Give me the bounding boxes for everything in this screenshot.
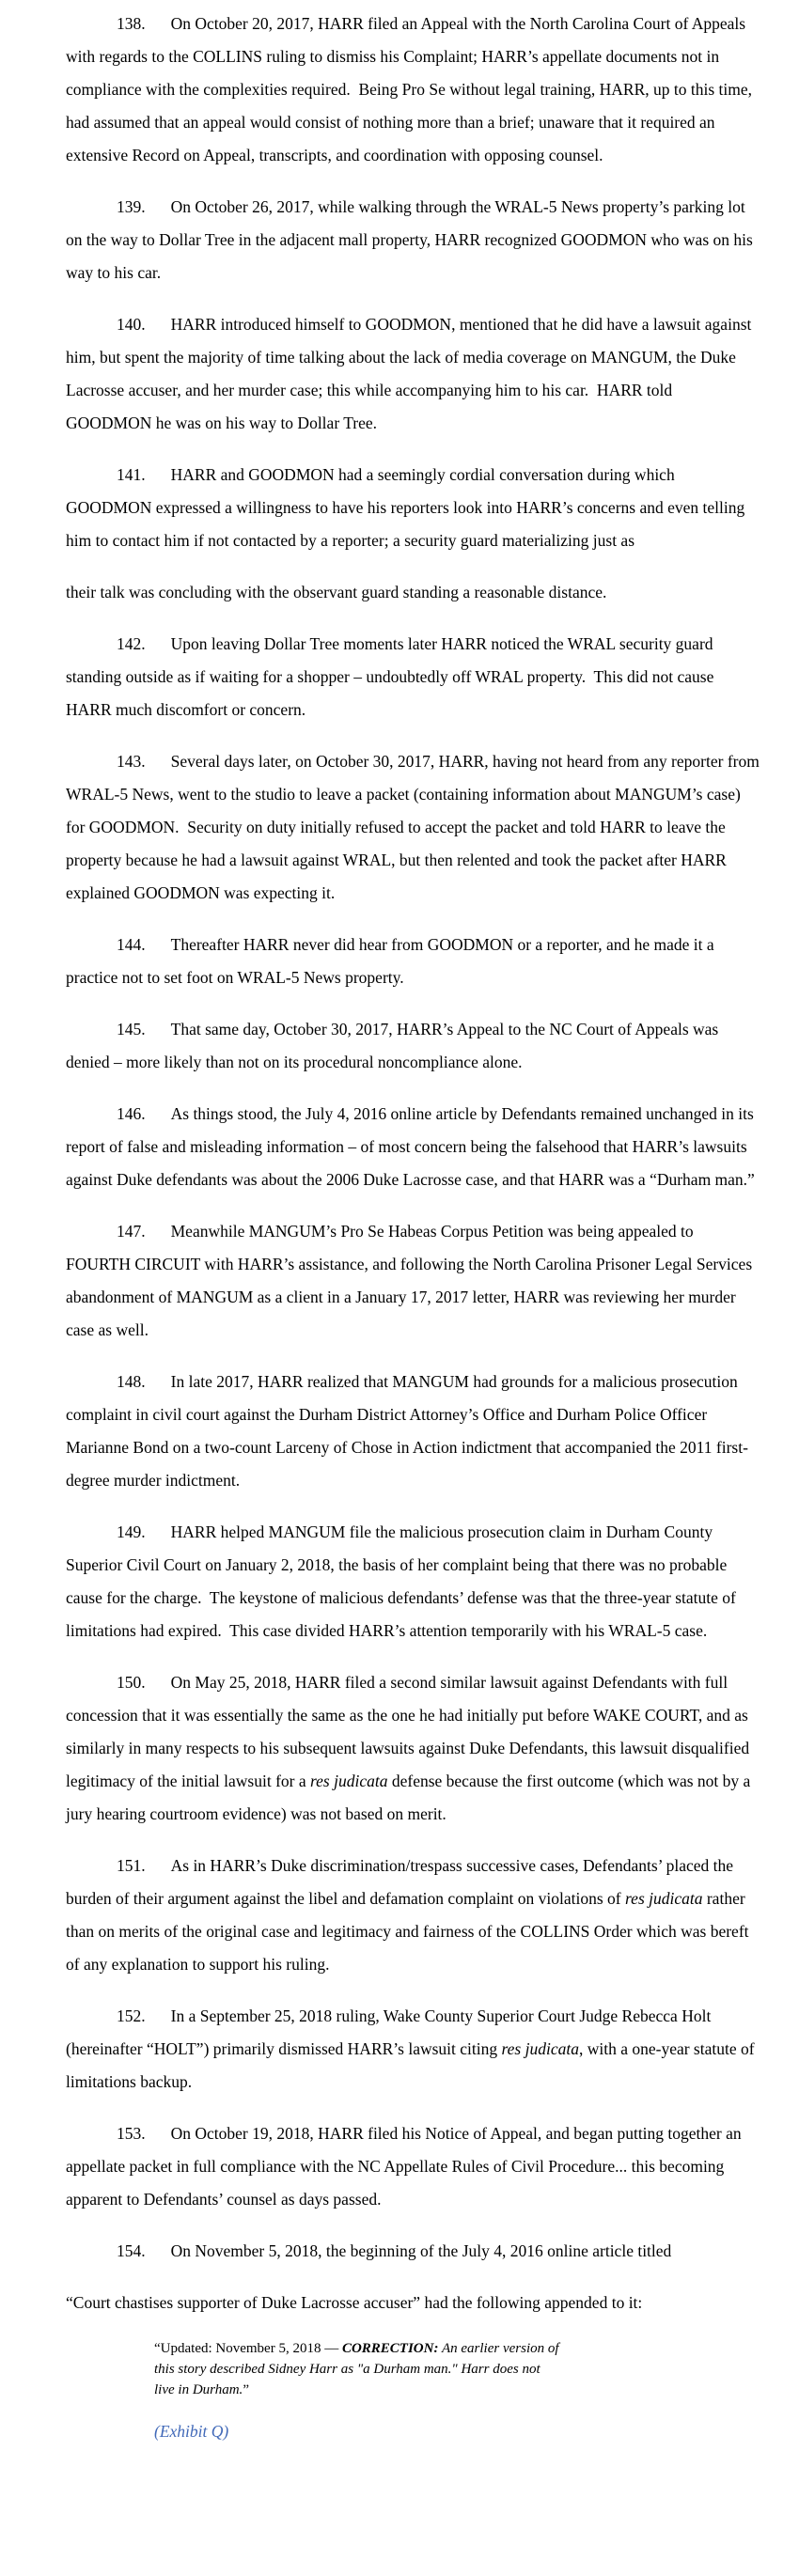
paragraph-continuation [66, 576, 761, 609]
paragraph-144 [66, 929, 761, 994]
text-segment: On May 25, 2018, HARR filed a second similar lawsuit against Defendants with full concession that it was essentially the same as the one he had initially put before WAKE COURT, and as similarly in many respects to his subsequent lawsuits against Duke Defendants, this lawsuit disqualified legitimacy of the initial lawsuit for a [66, 1673, 754, 1790]
paragraph-number: 144. [117, 935, 146, 954]
document-body [66, 8, 761, 2319]
paragraph-140 [66, 308, 761, 440]
paragraph-number: 151. [117, 1856, 146, 1875]
text-segment: Meanwhile MANGUM’s Pro Se Habeas Corpus Petition was being appealed to FOURTH CIRCUIT with HARR’s assistance, and following the North Carolina Prisoner Legal Services abandonment of MANGUM as a client in a January 17, 2017 letter, HARR was reviewing her murder case as well. [66, 1222, 757, 1339]
paragraph-148 [66, 1366, 761, 1497]
paragraph-number: 143. [117, 752, 146, 771]
text-segment: That same day, October 30, 2017, HARR’s Appeal to the NC Court of Appeals was denied – more likely than not on its procedural noncompliance alone. [66, 1020, 723, 1071]
text-segment: res judicata [310, 1772, 388, 1790]
text-segment: In late 2017, HARR realized that MANGUM had grounds for a malicious prosecution complaint in civil court against the Durham District Attorney’s Office and Durham Police Officer Marianne Bond on a two-count Larceny of Chose in Action indictment that accompanied the 2011 first-degree murder indictment. [66, 1372, 748, 1490]
text-segment: res judicata [625, 1889, 703, 1908]
paragraph-number: 154. [117, 2241, 146, 2260]
text-segment: their talk was concluding with the observant guard standing a reasonable distance. [66, 583, 607, 601]
paragraph-number: 140. [117, 315, 146, 334]
text-segment: In a September 25, 2018 ruling, Wake County Superior Court Judge Rebecca Holt (hereinafter “HOLT”) primarily dismissed HARR’s lawsuit citing [66, 2006, 715, 2058]
text-segment: As in HARR’s Duke discrimination/trespass successive cases, Defendants’ placed the burden of their argument against the libel and defamation complaint on violations of [66, 1856, 738, 1908]
paragraph-139 [66, 191, 761, 289]
paragraph-149 [66, 1516, 761, 1647]
paragraph-152 [66, 2000, 761, 2099]
paragraph-153 [66, 2117, 761, 2216]
paragraph-number: 141. [117, 465, 146, 484]
paragraph-number: 147. [117, 1222, 146, 1241]
text-segment: On October 20, 2017, HARR filed an Appeal with the North Carolina Court of Appeals with regards to the COLLINS ruling to dismiss his Complaint; HARR’s appellate documents not in compliance with the complexities required. Being Pro Se without legal training, HARR, up to this time, had assumed that an appeal would consist of nothing more than a brief; unaware that it required an extensive Record on Appeal, transcripts, and coordination with opposing counsel. [66, 14, 757, 164]
paragraph-number: 146. [117, 1104, 146, 1123]
text-segment: res judicata [501, 2039, 579, 2058]
correction-blockquote [154, 2338, 564, 2400]
text-segment: Thereafter HARR never did hear from GOODMON or a reporter, and he made it a practice not to set foot on WRAL-5 News property. [66, 935, 719, 987]
paragraph-147 [66, 1215, 761, 1347]
paragraph-154 [66, 2235, 761, 2268]
text-segment: “Court chastises supporter of Duke Lacrosse accuser” had the following appended to it: [66, 2293, 643, 2312]
text-segment: , with a one-year statute of limitations backup. [66, 2039, 759, 2091]
paragraph-146 [66, 1098, 761, 1196]
text-segment: On October 26, 2017, while walking through the WRAL-5 News property’s parking lot on the way to Dollar Tree in the adjacent mall property, HARR recognized GOODMON who was on his way to his car. [66, 197, 758, 282]
text-segment: CORRECTION: [341, 2341, 439, 2356]
paragraph-151 [66, 1850, 761, 1981]
text-segment: HARR introduced himself to GOODMON, mentioned that he did have a lawsuit against him, but spent the majority of time talking about the lack of media coverage on MANGUM, the Duke Lacrosse accuser, and her murder case; this while accompanying him to his car. HARR told GOODMON he was on his way to Dollar Tree. [66, 315, 756, 432]
text-segment: On October 19, 2018, HARR filed his Notice of Appeal, and began putting together an appellate packet in full compliance with the NC Appellate Rules of Civil Procedure... this becoming apparent to Defendants’ counsel as days passed. [66, 2124, 746, 2209]
text-segment: As things stood, the July 4, 2016 online article by Defendants remained unchanged in its report of false and misleading information – of most concern being the falsehood that HARR’s lawsuits against Duke defendants was about the 2006 Duke Lacrosse case, and that HARR was a “Durham man.” [66, 1104, 759, 1189]
text-segment: On November 5, 2018, the beginning of the July 4, 2016 online article titled [170, 2241, 672, 2260]
paragraph-number: 148. [117, 1372, 146, 1391]
text-segment: Several days later, on October 30, 2017, HARR, having not heard from any reporter from WRAL-5 News, went to the studio to leave a packet (containing information about MANGUM’s case) for GOODMON. Security on duty initially refused to accept the packet and told HARR to leave the property because he had a lawsuit against WRAL, but then relented and took the packet after HARR explained GOODMON was expecting it. [66, 752, 763, 902]
text-segment: “Updated: November 5, 2018 — [154, 2341, 342, 2356]
paragraph-141 [66, 459, 761, 557]
text-segment: ” [243, 2382, 249, 2397]
paragraph-continuation [66, 2287, 761, 2319]
text-segment: defense because the first outcome (which was not by a jury hearing courtroom evidence) was not based on merit. [66, 1772, 755, 1823]
text-segment: Upon leaving Dollar Tree moments later HARR noticed the WRAL security guard standing outside as if waiting for a shopper – undoubtedly off WRAL property. This did not cause HARR much discomfort or concern. [66, 634, 718, 719]
paragraph-number: 149. [117, 1522, 146, 1541]
paragraph-142 [66, 628, 761, 726]
text-segment: HARR and GOODMON had a seemingly cordial conversation during which GOODMON expressed a willingness to have his reporters look into HARR’s concerns and even telling him to contact him if not contacted by a reporter; a security guard materializing just as [66, 465, 749, 550]
paragraph-number: 138. [117, 14, 146, 33]
paragraph-number: 139. [117, 197, 146, 216]
paragraph-number: 142. [117, 634, 146, 653]
paragraph-number: 152. [117, 2006, 146, 2025]
paragraph-number: 153. [117, 2124, 146, 2143]
paragraph-145 [66, 1013, 761, 1079]
paragraph-150 [66, 1666, 761, 1831]
text-segment: An earlier version of this story described Sidney Harr as "a Durham man." Harr does not live in Durham. [154, 2341, 563, 2397]
paragraph-number: 150. [117, 1673, 146, 1692]
text-segment: rather than on merits of the original case and legitimacy and fairness of the COLLINS Order which was bereft of any explanation to support his ruling. [66, 1889, 753, 1974]
paragraph-number: 145. [117, 1020, 146, 1038]
text-segment: HARR helped MANGUM file the malicious prosecution claim in Durham County Superior Civil Court on January 2, 2018, the basis of her complaint being that there was no probable cause for the charge. The keystone of malicious defendants’ defense was that the three-year statute of limitations had expired. This case divided HARR’s attention temporarily with his WRAL-5 case. [66, 1522, 741, 1640]
exhibit-q-link[interactable]: (Exhibit Q) [154, 2422, 229, 2441]
paragraph-143 [66, 745, 761, 910]
paragraph-138 [66, 8, 761, 172]
